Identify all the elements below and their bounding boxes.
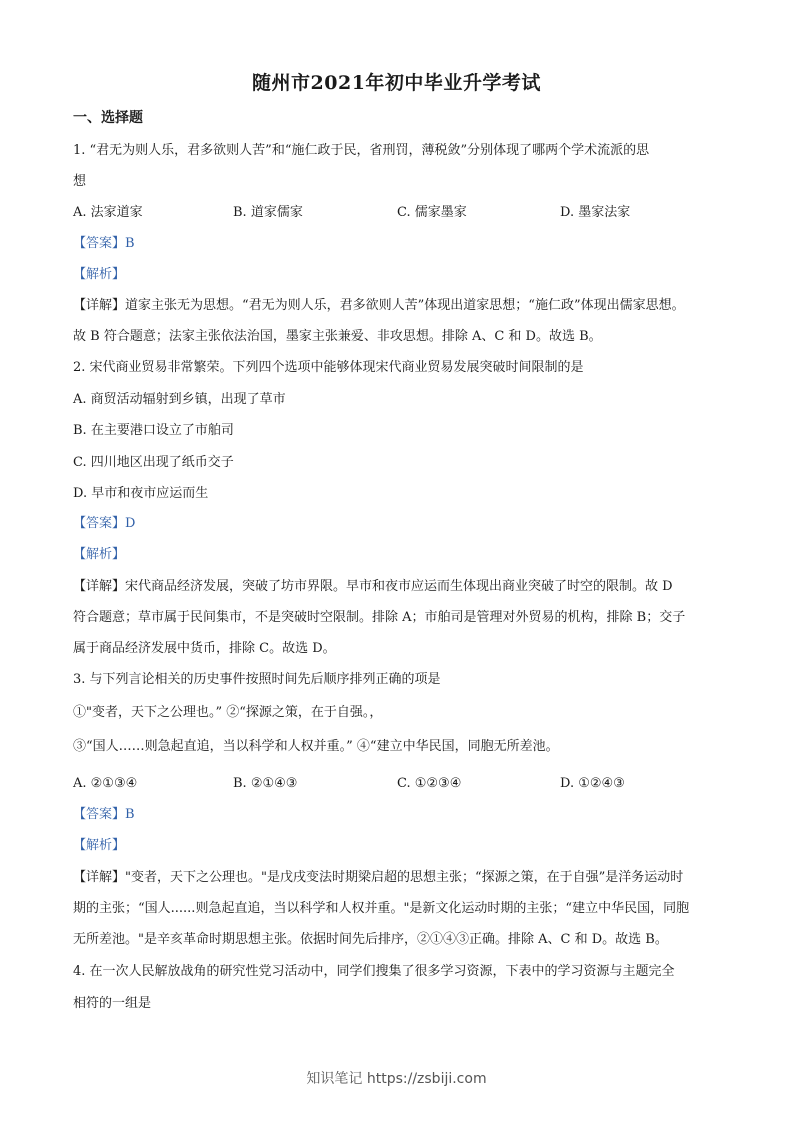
q3-quote-line2: ③“国人……则急起直追，当以科学和人权并重。” ④“建立中华民国，同胞无所差池。 [73,739,559,754]
q2-option-b: B. 在主要港口设立了市舶司 [73,423,234,438]
q1-stem-line2: 想 [73,174,87,189]
q2-option-d: D. 早市和夜市应运而生 [73,486,209,501]
page-title: 随州市2021年初中毕业升学考试 [252,72,541,94]
q3-detail-line3: 无所差池。"是辛亥革命时期思想主张。依据时间先后排序，②①④③正确。排除 A、C 和 D。故选 B。 [73,932,668,947]
q3-option-d: D. ①②④③ [560,776,625,791]
q3-analysis-label: 【解析】 [73,838,126,853]
section-heading: 一、选择题 [73,110,143,126]
q4-stem-line1: 4. 在一次人民解放战角的研究性党习活动中，同学们搜集了很多学习资源，下表中的学习资源与主题完全 [73,964,675,979]
q3-stem: 3. 与下列言论相关的历史事件按照时间先后顺序排列正确的项是 [73,672,441,687]
q2-detail-line1: 【详解】宋代商品经济发展，突破了坊市界限。早市和夜市应运而生体现出商业突破了时空的限制。故 D [73,579,673,594]
q3-option-a: A. ②①③④ [73,776,138,791]
q1-option-a: A. 法家道家 [73,205,143,220]
q1-detail-line2: 故 B 符合题意；法家主张依法治国，墨家主张兼爱、非攻思想。排除 A、C 和 D。故选 B。 [73,329,602,344]
q1-stem-line1: 1. “君无为则人乐，君多欲则人苦”和“施仁政于民，省刑罚，薄税敛”分别体现了哪两个学术流派的思 [73,143,650,158]
q2-option-c: C. 四川地区出现了纸币交子 [73,455,234,470]
q2-option-a: A. 商贸活动辐射到乡镇，出现了草市 [73,392,286,407]
q1-option-b: B. 道家儒家 [233,205,303,220]
q1-option-d: D. 墨家法家 [560,205,631,220]
footer-watermark: 知识笔记 https://zsbiji.com [306,1071,487,1087]
q3-detail-line2: 期的主张；“国人......则急起直追，当以科学和人权并重。"是新文化运动时期的主张；“建立中华民国，同胞 [73,901,690,916]
q2-detail-line2: 符合题意；草市属于民间集市，不是突破时空限制。排除 A；市舶司是管理对外贸易的机构，排除 B；交子 [73,610,686,625]
q1-detail-line1: 【详解】道家主张无为思想。“君无为则人乐，君多欲则人苦”体现出道家思想；“施仁政”体现出儒家思想。 [73,298,685,313]
q1-option-c: C. 儒家墨家 [397,205,467,220]
q2-stem: 2. 宋代商业贸易非常繁荣。下列四个选项中能够体现宋代商业贸易发展突破时间限制的是 [73,360,584,375]
q3-option-b: B. ②①④③ [233,776,298,791]
q3-answer: 【答案】B [73,807,135,822]
q2-detail-line3: 属于商品经济发展中货币，排除 C。故选 D。 [73,641,336,656]
q1-analysis-label: 【解析】 [73,267,126,282]
q3-detail-line1: 【详解】"变者，天下之公理也。"是戊戌变法时期梁启超的思想主张；“探源之策，在于自强”是洋务运动时 [73,870,684,885]
q1-answer: 【答案】B [73,236,135,251]
q2-answer: 【答案】D [73,516,136,531]
q4-stem-line2: 相符的一组是 [73,996,152,1011]
q3-option-c: C. ①②③④ [397,776,462,791]
q2-analysis-label: 【解析】 [73,547,126,562]
q3-quote-line1: ①"变者，天下之公理也。” ②“探源之策，在于自强。， [73,705,383,720]
